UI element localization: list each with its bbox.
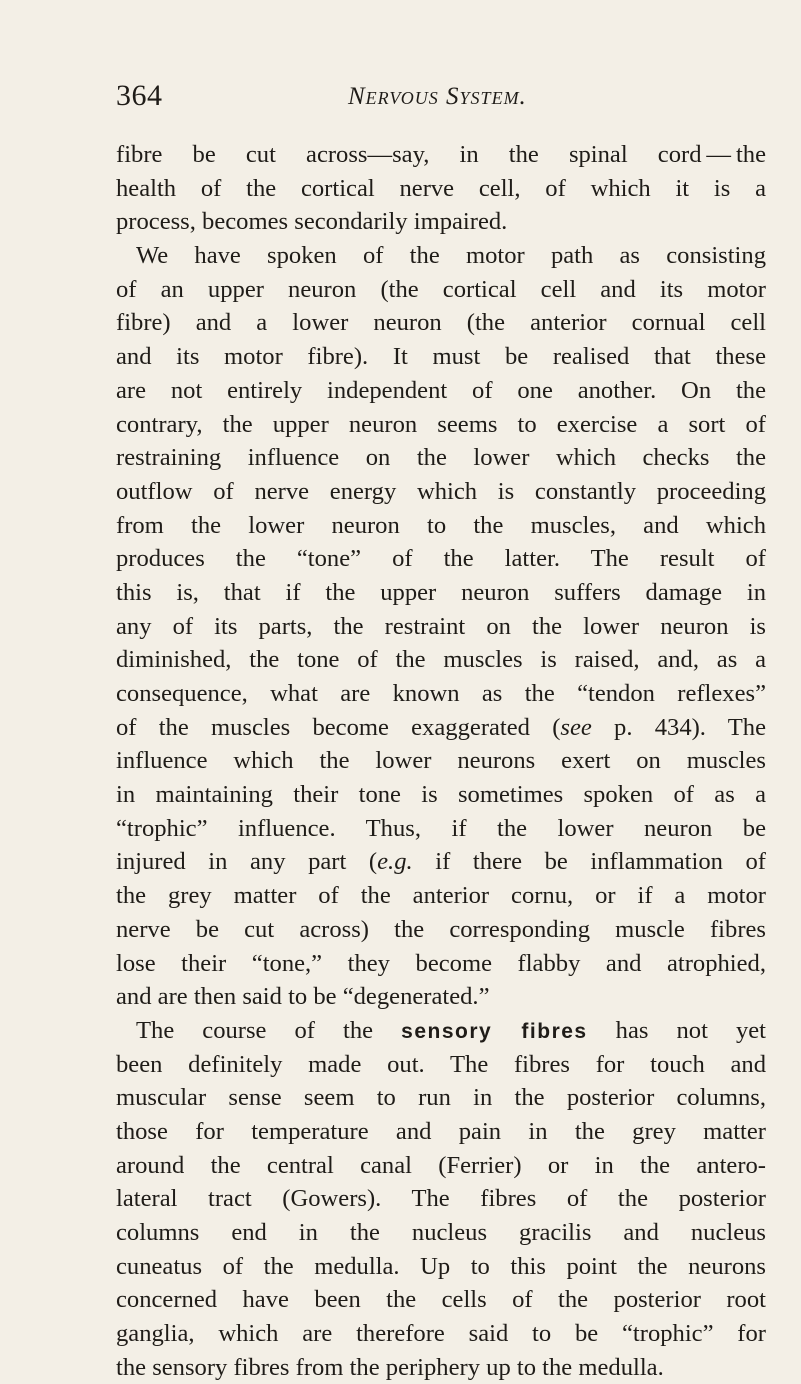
text-line: restraining influence on the lower which checks the: [116, 444, 766, 472]
text-line: We have spoken of the motor path as consisting: [136, 242, 766, 270]
text-line: [116, 845, 766, 879]
text-segment: has not yet: [587, 1016, 766, 1044]
text-line: concerned have been the cells of the posterior root: [116, 1286, 766, 1314]
text-line: this is, that if the upper neuron suffers damage in: [116, 578, 766, 606]
text-line: ganglia, which are therefore said to be “trophic” for: [116, 1320, 766, 1348]
text-line: fibre) and a lower neuron (the anterior cornual cell: [116, 309, 766, 337]
text-line: columns end in the nucleus gracilis and nucleus: [116, 1219, 766, 1246]
text-line: influence which the lower neurons exert on muscles: [116, 747, 766, 775]
running-title: Nervous System.: [348, 83, 527, 110]
text-segment: injured in any part (: [116, 848, 378, 876]
text-line: and its motor fibre). It must be realised that these: [116, 343, 766, 371]
text-line: process, becomes secondarily impaired.: [116, 208, 508, 236]
body-text: [116, 138, 766, 1384]
text-line: in maintaining their tone is sometimes spoken of as a: [116, 781, 766, 809]
text-line: lateral tract (Gowers). The fibres of the posterior: [116, 1185, 766, 1213]
text-line: [116, 711, 766, 745]
text-line: lose their “tone,” they become flabby and atrophied,: [116, 949, 766, 977]
page-number: 364: [116, 79, 163, 112]
text-line: contrary, the upper neuron seems to exercise a sort of: [116, 410, 766, 438]
text-line: from the lower neuron to the muscles, and which: [116, 511, 766, 539]
text-segment: p. 434). The: [591, 713, 766, 741]
text-line: muscular sense seem to run in the posterior columns,: [116, 1084, 766, 1112]
text-line: any of its parts, the restraint on the lower neuron is: [116, 612, 766, 640]
text-line: [116, 1014, 766, 1048]
text-line: outflow of nerve energy which is constantly proceeding: [116, 477, 766, 505]
running-head: [116, 78, 766, 118]
text-line: consequence, what are known as the “tendon reflexes”: [116, 680, 766, 707]
text-line: the sensory fibres from the periphery up to the medulla.: [116, 1353, 664, 1381]
text-line: are not entirely independent of one another. On the: [116, 376, 766, 404]
text-line: diminished, the tone of the muscles is raised, and, as a: [116, 646, 766, 674]
text-line: those for temperature and pain in the grey matter: [116, 1117, 766, 1145]
text-line: nerve be cut across) the corresponding muscle fibres: [116, 915, 766, 943]
italic-reference: see: [560, 713, 592, 741]
text-line: “trophic” influence. Thus, if the lower neuron be: [116, 814, 766, 842]
text-line: around the central canal (Ferrier) or in the antero-: [116, 1151, 766, 1179]
text-line: produces the “tone” of the latter. The result of: [116, 545, 766, 573]
text-line: health of the cortical nerve cell, of which it is a: [116, 174, 766, 202]
italic-reference: e.g.: [377, 848, 413, 876]
text-line: of an upper neuron (the cortical cell and its motor: [116, 275, 766, 303]
text-line: cuneatus of the medulla. Up to this point the neurons: [116, 1252, 766, 1280]
text-line: and are then said to be “degenerated.”: [116, 983, 490, 1011]
text-segment: The course of the: [136, 1016, 402, 1044]
text-segment: if there be inflammation of: [412, 848, 766, 876]
text-line: fibre be cut across—say, in the spinal cord — the: [116, 141, 766, 168]
emphasized-term: sensory fibres: [401, 1019, 588, 1043]
text-segment: of the muscles become exaggerated (: [116, 713, 561, 741]
text-line: been definitely made out. The fibres for touch and: [116, 1050, 766, 1078]
text-line: the grey matter of the anterior cornu, or if a motor: [116, 882, 766, 910]
